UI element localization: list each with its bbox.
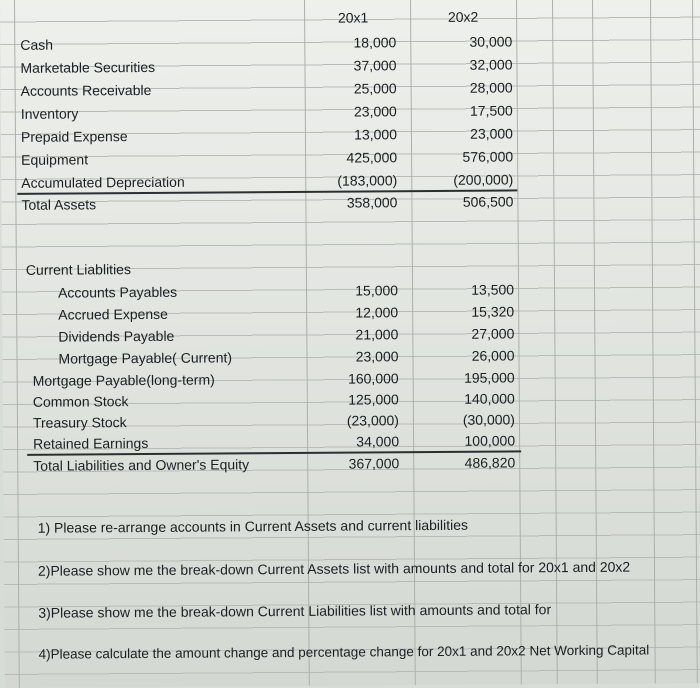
asset-value-20x2: 576,000 — [462, 148, 514, 165]
total-liabilities-20x1: 367,000 — [348, 455, 400, 472]
grid-line — [552, 0, 558, 684]
grid-line — [14, 0, 20, 688]
asset-value-20x1: 23,000 — [353, 103, 397, 120]
asset-value-20x1: (183,000) — [337, 172, 398, 189]
asset-label: Marketable Securities — [20, 58, 156, 76]
liability-value-20x1: 12,000 — [355, 304, 399, 321]
total-assets-20x1: 358,000 — [346, 194, 398, 211]
total-assets-20x2: 506,500 — [462, 193, 514, 210]
liability-value-20x1: 125,000 — [348, 391, 399, 408]
liability-label: Mortgage Payable(long-term) — [32, 371, 215, 389]
question-3: 3)Please show me the break-down Current Liabilities list with amounts and total for — [38, 601, 552, 621]
question-4: 4)Please calculate the amount change and percentage change for 20x1 and 20x2 Net Working Capital — [38, 642, 650, 662]
liability-value-20x2: 15,320 — [471, 303, 515, 320]
asset-value-20x2: 32,000 — [469, 56, 513, 73]
liability-label: Dividends Payable — [58, 327, 175, 345]
liability-value-20x2: 27,000 — [471, 325, 515, 342]
asset-label: Accounts Receivable — [20, 81, 152, 99]
liability-label: Treasury Stock — [32, 414, 127, 431]
liability-value-20x1: 23,000 — [355, 348, 399, 365]
asset-label: Accumulated Depreciation — [21, 173, 185, 191]
liability-label: Accrued Expense — [58, 305, 168, 323]
liability-label: Accounts Payables — [57, 283, 178, 301]
liability-label: Common Stock — [32, 393, 129, 410]
asset-label: Equipment — [21, 151, 89, 168]
column-header-20x1: 20x1 — [337, 9, 369, 26]
liability-label: Mortgage Payable( Current) — [58, 349, 233, 367]
liability-value-20x2: 26,000 — [471, 347, 515, 364]
asset-value-20x1: 37,000 — [353, 57, 397, 74]
asset-value-20x2: 30,000 — [469, 33, 513, 50]
liability-value-20x2: 13,500 — [471, 281, 515, 298]
asset-label: Inventory — [20, 105, 79, 122]
asset-value-20x1: 13,000 — [354, 126, 398, 143]
liability-value-20x1: 21,000 — [355, 326, 399, 343]
liability-value-20x2: (30,000) — [462, 411, 515, 428]
grid-line — [516, 0, 522, 684]
asset-value-20x1: 425,000 — [346, 149, 398, 166]
grid-line — [692, 0, 698, 683]
total-liabilities-20x2: 486,820 — [464, 454, 516, 471]
asset-value-20x2: (200,000) — [453, 171, 514, 188]
liability-value-20x1: 160,000 — [347, 370, 399, 387]
asset-label: Prepaid Expense — [20, 128, 128, 145]
total-liabilities-label: Total Liabilities and Owner's Equity — [33, 456, 250, 474]
grid-line — [592, 0, 598, 684]
liability-label: Retained Earnings — [33, 434, 149, 452]
liability-value-20x1: 34,000 — [356, 433, 400, 450]
asset-value-20x2: 28,000 — [469, 79, 513, 96]
liability-value-20x2: 140,000 — [464, 390, 515, 407]
liability-value-20x2: 100,000 — [464, 432, 516, 449]
liability-value-20x1: 15,000 — [355, 282, 399, 299]
total-assets-label: Total Assets — [21, 196, 97, 213]
asset-value-20x1: 25,000 — [353, 80, 397, 97]
asset-value-20x2: 23,000 — [470, 125, 513, 142]
grid-line — [650, 0, 656, 683]
asset-label: Cash — [20, 36, 54, 53]
grid-line — [410, 0, 416, 685]
current-liabilities-heading: Current Liablities — [25, 261, 132, 278]
asset-value-20x1: 18,000 — [353, 34, 397, 51]
question-1: 1) Please re-arrange accounts in Current Assets and current liabilities — [37, 516, 469, 536]
liability-value-20x2: 195,000 — [463, 369, 515, 386]
column-header-20x2: 20x2 — [447, 8, 479, 25]
asset-value-20x2: 17,500 — [469, 102, 513, 119]
liability-value-20x1: (23,000) — [346, 412, 399, 429]
question-2: 2)Please show me the break-down Current Assets list with amounts and total for 20x1 and 20x2 — [37, 558, 631, 579]
